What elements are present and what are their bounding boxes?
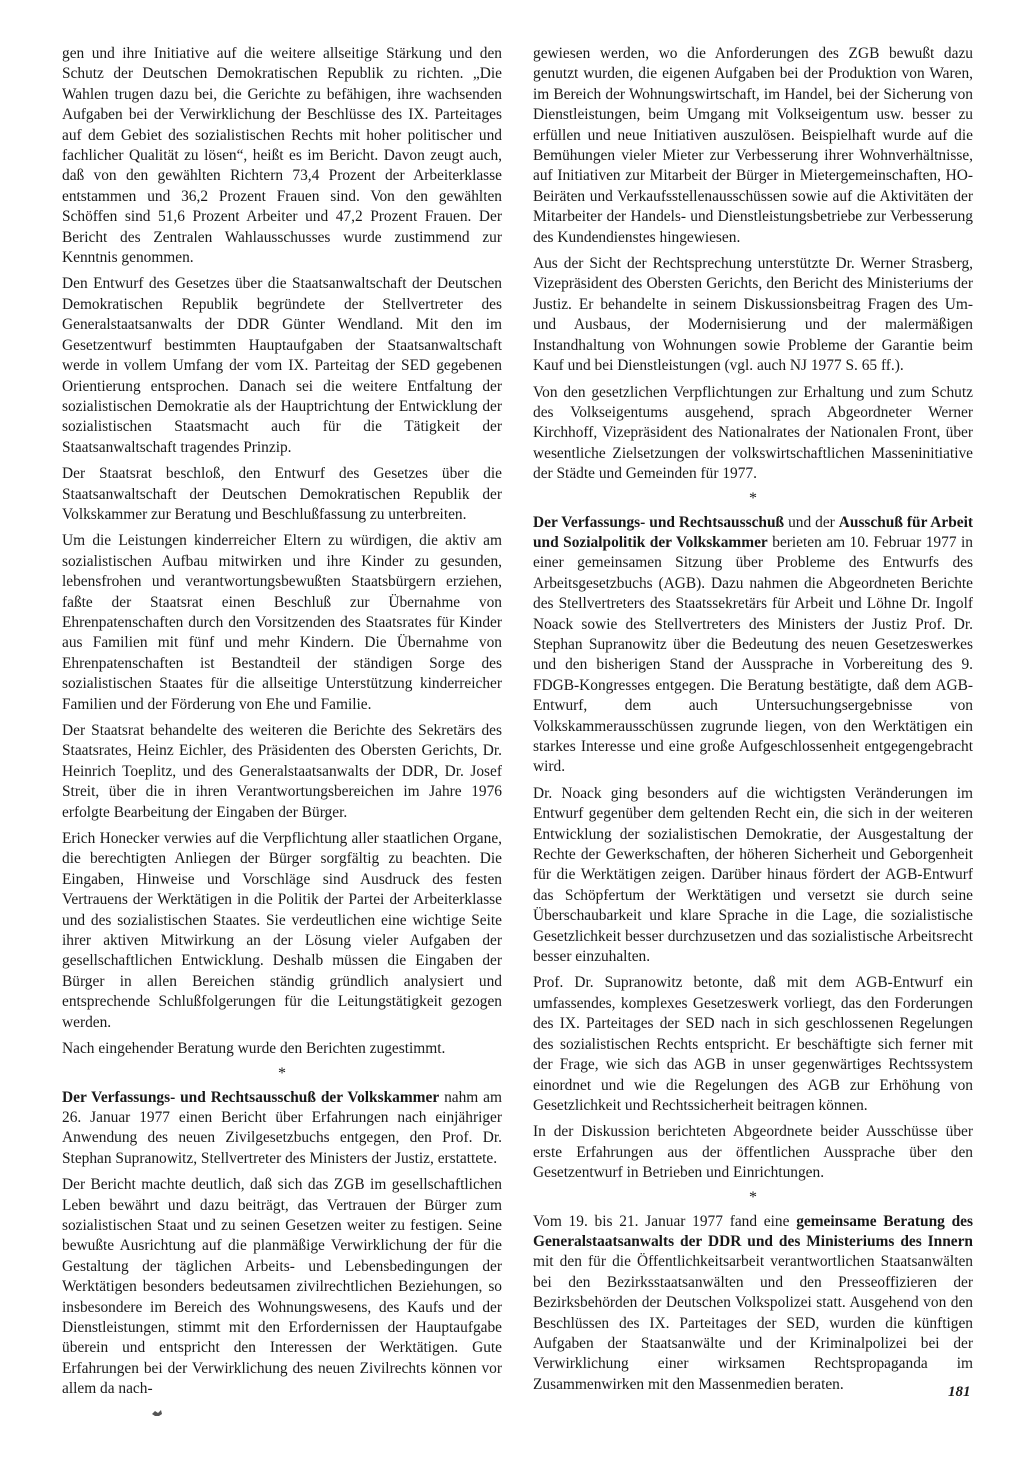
paragraph: Prof. Dr. Supranowitz betonte, daß mit dem AGB-Entwurf ein umfassendes, komplexes Gesetzeswerk vorliegt, das den Forderungen des IX. Parteitages der SED nach in sich geschlossenen Regelungen des sozialistischen Rechts entspricht. Er beschäftigte sich ferner mit der Frage, wie sich das AGB in unser gegenwärtiges Rechtssystem einordnet und wie die Regelungen des AGB zur Erhöhung von Gesetzlichkeit und Rechtssicherheit beitragen können. (533, 974, 973, 1114)
paragraph-text: Vom 19. bis 21. Januar 1977 fand eine (533, 1212, 797, 1230)
paragraph (533, 1212, 973, 1396)
section-separator: * (749, 489, 757, 507)
paragraph (533, 513, 973, 778)
paragraph: Der Staatsrat behandelte des weiteren die Berichte des Sekretärs des Staatsrates, Heinz Eichler, des Präsidenten des Obersten Gerichts, Dr. Heinrich Toeplitz, und des Generalstaatsanwalts der DDR, Dr. Josef Streit, über die in ihren Verantwortungsbereichen im Jahre 1976 erfolgte Bearbeitung der Eingaben der Bürger. (62, 722, 502, 821)
page-number: 181 (948, 1384, 971, 1400)
bold-lead: Ausschuß für Arbeit und Sozialpolitik der Volkskammer (533, 513, 973, 551)
bold-lead: Der Verfassungs- und Rechtsausschuß der Volkskammer (62, 1088, 440, 1106)
paragraph: gen und ihre Initiative auf die weitere allseitige Stärkung und den Schutz der Deutschen Demokratischen Republik zu richten. „Die Wahlen trugen dazu bei, die Gerichte zu befähigen, ihre wachsenden Aufgaben bei der Verwirklichung der Beschlüsse des IX. Parteitages auf dem Gebiet des sozialistischen Rechts mit hoher politischer und fachlicher Qualität zu lösen“, heißt es im Bericht. Davon zeugt auch, daß von den gewählten Richtern 73,4 Prozent der Arbeiterklasse entstammen und 36,2 Prozent Frauen sind. Von den gewählten Schöffen sind 51,6 Prozent Arbeiter und 47,2 Prozent Frauen. Der Bericht des Zentralen Wahlausschusses wurde zustimmend zur Kenntnis genommen. (62, 45, 502, 267)
left-column (62, 44, 502, 1406)
section-separator: * (278, 1064, 286, 1082)
paragraph: Den Entwurf des Gesetzes über die Staatsanwaltschaft der Deutschen Demokratischen Republik begründete der Stellvertreter des Generalstaatsanwalts der DDR Günter Wendland. Mit den im Gesetzentwurf bestimmten Hauptaufgaben der Staatsanwaltschaft werde in vollem Umfang der vom IX. Parteitag der SED gegebenen Orientierung entsprochen. Danach sei die weitere Entfaltung der sozialistischen Demokratie als der Hauptrichtung der Entwicklung der sozialistischen Staatsmacht auch für die Tätigkeit der Staatsanwaltschaft tragendes Prinzip. (62, 275, 502, 456)
paragraph-text: nahm am 26. Januar 1977 einen Bericht über Erfahrungen nach einjähriger Anwendung des neuen Zivilgesetzbuchs entgegen, den Prof. Dr. Stephan Supranowitz, Stellvertreter des Ministers der Justiz, erstattete. (62, 1088, 502, 1167)
right-column (533, 44, 973, 1401)
paragraph-text: mit den für die Öffentlichkeitsarbeit verantwortlichen Staatsanwälten bei den Bezirksstaatsanwälten und den Presseoffizieren der Bezirksbehörden der Deutschen Volkspolizei statt. Ausgehend von den Beschlüssen des IX. Parteitages der SED, wurden die künftigen Aufgaben der Staatsanwälte und der Kriminalpolizei bei der Verwirklichung einer wirksamen Rechtspropaganda im Zusammenwirken mit den Massenmedien beraten. (533, 1253, 973, 1393)
paragraph: Erich Honecker verwies auf die Verpflichtung aller staatlichen Organe, die berechtigten Anliegen der Bürger sorgfältig zu beachten. Die Eingaben, Hinweise und Vorschläge sind Ausdruck des festen Vertrauens der Werktätigen in die Politik der Partei der Arbeiterklasse und des sozialistischen Staates. Sie verdeutlichen eine wichtige Seite ihrer aktiven Mitwirkung an der Lösung vieler Aufgaben der gesellschaftlichen Entwicklung. Deshalb müssen die Eingaben der Bürger in allen Bereichen ständig gründlich analysiert und entsprechende Schlußfolgerungen für die Leitungstätigkeit gezogen werden. (62, 830, 502, 1031)
paragraph-text: berieten am 10. Februar 1977 in einer gemeinsamen Sitzung über Probleme des Entwurfs des Arbeitsgesetzbuchs (AGB). Dazu nahmen die Abgeordneten Berichte des Stellvertreters des Staatssekretärs für Arbeit und Löhne Dr. Ingolf Noack sowie des Stellvertreters des Ministers der Justiz Prof. Dr. Stephan Supranowitz über die Bedeutung des neuen Gesetzeswerkes und den bisherigen Stand der Aussprache in Vorbereitung des 9. FDGB-Kongresses entgegen. Die Beratung bestätigte, daß dem AGB-Entwurf, dem auch Untersuchungsergebnisse von Volkskammerausschüssen zugrunde liegen, von den Werktätigen ein starkes Interesse und eine große Aufgeschlossenheit entgegengebracht wird. (533, 533, 973, 776)
paragraph: Dr. Noack ging besonders auf die wichtigsten Veränderungen im Entwurf gegenüber dem geltenden Recht ein, die sich in der weiteren Entwicklung der sozialistischen Demokratie, der Ausgestaltung der Rechte der Gewerkschaften, der höheren Sicherheit und Geborgenheit für die Werktätigen zeigen. Darüber hinaus fördert der AGB-Entwurf das Schöpfertum der Werktätigen und versetzt sie durch seine Überschaubarkeit und klare Sprache in die Lage, die sozialistische Gesetzlichkeit besser durchzusetzen und das sozialistische Arbeitsrecht besser einzuhalten. (533, 784, 973, 966)
paragraph-text: und der (784, 513, 839, 531)
paragraph: In der Diskussion berichteten Abgeordnete beider Ausschüsse über erste Erfahrungen aus der öffentlichen Aussprache über den Gesetzentwurf in Betrieben und Einrichtungen. (533, 1123, 973, 1182)
paragraph: Aus der Sicht der Rechtsprechung unterstützte Dr. Werner Strasberg, Vizepräsident des Obersten Gerichts, den Bericht des Ministeriums der Justiz. Er behandelte in seinem Diskussionsbeitrag Fragen des Um- und Ausbaus, der Modernisierung und der malermäßigen Instandhaltung von Wohnungen sowie Probleme der Garantie beim Kauf und bei Dienstleistungen (vgl. auch NJ 1977 S. 65 ff.). (533, 255, 973, 375)
paragraph: Von den gesetzlichen Verpflichtungen zur Erhaltung und zum Schutz des Volkseigentums ausgehend, sprach Abgeordneter Werner Kirchhoff, Vizepräsident des Nationalrates der Nationalen Front, über wesentliche Zielsetzungen der volkswirtschaftlichen Masseninitiative der Städte und Gemeinden für 1977. (533, 383, 973, 483)
bold-lead: Der Verfassungs- und Rechtsausschuß (533, 513, 785, 531)
paragraph: Der Staatsrat beschloß, den Entwurf des Gesetzes über die Staatsanwaltschaft der Deutschen Demokratischen Republik der Volkskammer zur Beratung und Beschlußfassung zu unterbreiten. (62, 465, 502, 523)
section-separator: * (749, 1188, 757, 1206)
paragraph: Der Bericht machte deutlich, daß sich das ZGB im gesellschaftlichen Leben bewährt und dazu beiträgt, das Vertrauen der Bürger zum sozialistischen Staat und zu seinen Gesetzen weiter zu festigen. Seine bewußte Ausrichtung auf die planmäßige Verwirklichung der für die Gestaltung der täglichen Arbeits- und Lebensbedingungen der Werktätigen besonders bedeutsamen zivilrechtlichen Beziehungen, so insbesondere im Bereich des Wohnungswesens, des Kaufs und der Dienstleistungen, stimmt mit den Erfordernissen der Hauptaufgabe überein und entspricht den Interessen der Werktätigen. Gute Erfahrungen bei der Verwirklichung des neuen Zivilrechts können vor allem da nach- (62, 1176, 502, 1398)
paragraph: gewiesen werden, wo die Anforderungen des ZGB bewußt dazu genutzt wurden, die eigenen Aufgaben bei der Produktion von Waren, im Bereich der Wohnungswirtschaft, im Handel, bei der Sicherung von Dienstleistungen, beim Umgang mit Volkseigentum usw. besser zu erfüllen und neue Initiativen auszulösen. Beispielhaft wurde auf die Bemühungen vieler Mieter zur Verbesserung ihrer Wohnverhältnisse, auf Initiativen zur Mitarbeit der Bürger in Mietergemeinschaften, HO-Beiräten und Verkaufsstellenausschüssen sowie auf die Aktivitäten der Mitarbeiter der Handels- und Dienstleistungsbetriebe zur Verbesserung des Kundendienstes hingewiesen. (533, 45, 973, 246)
ink-speck-icon (150, 1408, 164, 1418)
paragraph (62, 1088, 502, 1170)
paragraph: Nach eingehender Beratung wurde den Berichten zugestimmt. (62, 1040, 446, 1058)
paragraph: Um die Leistungen kinderreicher Eltern zu würdigen, die aktiv am sozialistischen Aufbau mitwirken und ihre Kinder zu gesunden, lebensfrohen und verantwortungsbewußten Staatsbürgern erziehen, faßte der Staatsrat einen Beschluß zur Übernahme von Ehrenpatenschaften durch den Vorsitzenden des Staatsrates für Kinder aus Familien mit fünf und mehr Kindern. Die Übernahme von Ehrenpatenschaften ist Bestandteil der ständigen Sorge des sozialistischen Staates für die allseitige Unterstützung kinderreicher Familien und der Förderung von Ehe und Familie. (62, 532, 502, 713)
bold-lead: gemeinsame Beratung des Generalstaatsanwalts der DDR und des Ministeriums des Innern (533, 1212, 973, 1250)
